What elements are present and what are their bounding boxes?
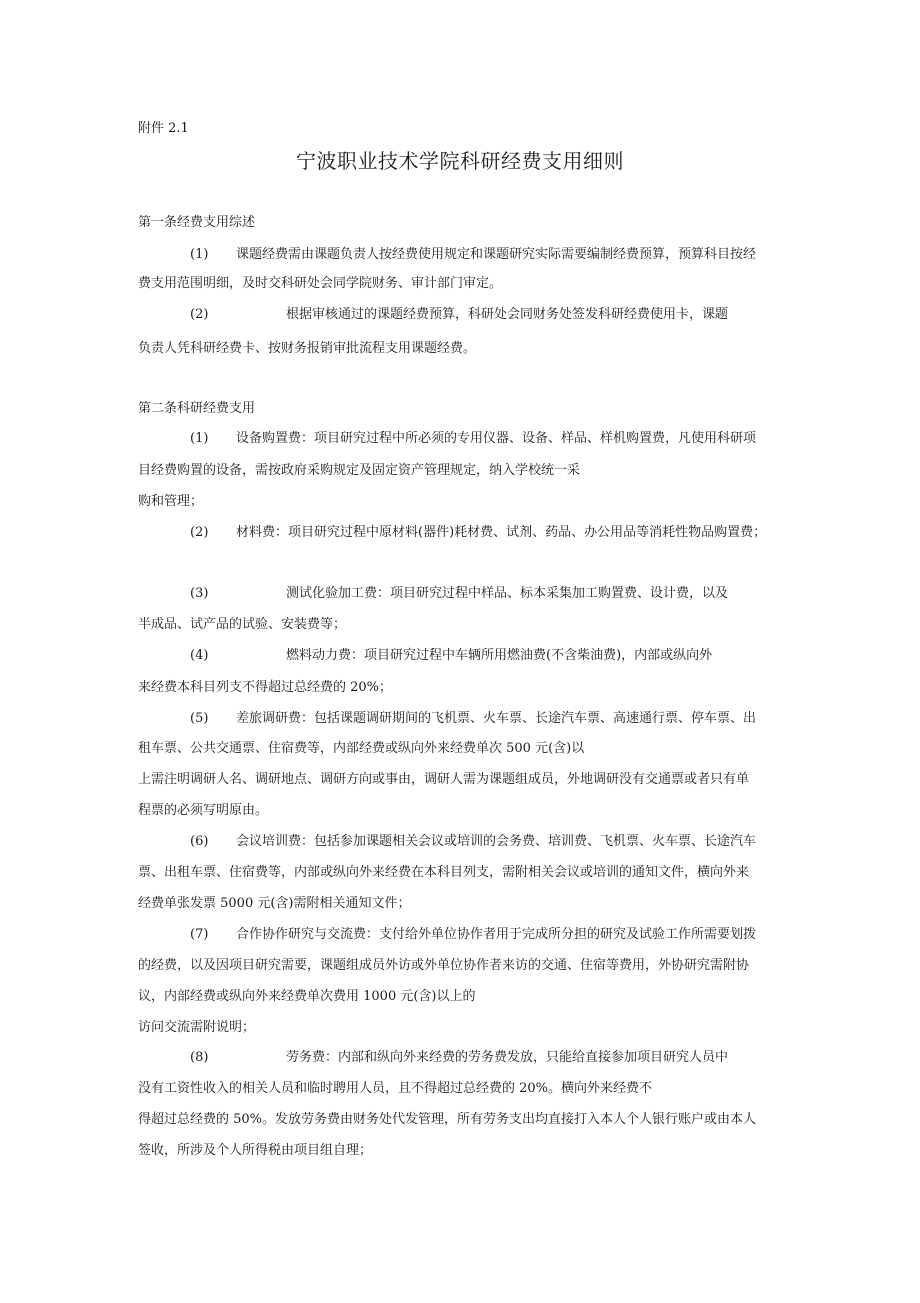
section2-item8-line3: 得超过总经费的 50%。发放劳务费由财务处代发管理，所有劳务支出均直接打入本人个人银行账户或由本人 bbox=[138, 1112, 757, 1127]
section2-item7-line2: 的经费，以及因项目研究需要，课题组成员外访或外单位协作者来访的交通、住宿等费用，外协研究需附协 bbox=[138, 958, 750, 973]
section2-item1-line3: 购和管理； bbox=[138, 494, 204, 509]
section2-item6-line3: 经费单张发票 5000 元(含)需附相关通知文件； bbox=[138, 896, 411, 911]
section2-item4-line1: 燃料动力费：项目研究过程中车辆所用燃油费(不含柴油费)，内部或纵向外 bbox=[286, 648, 713, 663]
section2-item1-line1: 设备购置费：项目研究过程中所必须的专用仪器、设备、样品、样机购置费，凡使用科研项 bbox=[236, 431, 757, 446]
section2-item5-line3: 上需注明调研人名、调研地点、调研方向或事由，调研人需为课题组成员，外地调研没有交通票或者只有单 bbox=[138, 772, 750, 787]
attachment-label: 附件 2.1 bbox=[138, 121, 189, 136]
section2-item8-line1: 劳务费：内部和纵向外来经费的劳务费发放，只能给直接参加项目研究人员中 bbox=[286, 1050, 729, 1065]
section2-item6-line2: 票、出租车票、住宿费等，内部或纵向外来经费在本科目列支，需附相关会议或培训的通知文件，横向外来 bbox=[138, 865, 750, 880]
section2-item3-number: (3) bbox=[190, 586, 209, 601]
section2-item6-line1: 会议培训费：包括参加课题相关会议或培训的会务费、培训费、飞机票、火车票、长途汽车 bbox=[236, 834, 757, 849]
section2-item4-line2: 来经费本科目列支不得超过总经费的 20%； bbox=[138, 680, 393, 695]
document-title: 宁波职业技术学院科研经费支用细则 bbox=[296, 149, 624, 173]
section1-item1-number: (1) bbox=[190, 247, 209, 262]
section2-item5-line4: 程票的必须写明原由。 bbox=[138, 803, 269, 818]
section2-item5-line1: 差旅调研费：包括课题调研期间的飞机票、火车票、长途汽车票、高速通行票、停车票、出 bbox=[236, 711, 757, 726]
section2-item7-line4: 访问交流需附说明； bbox=[138, 1020, 256, 1035]
section2-item3-line1: 测试化验加工费：项目研究过程中样品、标本采集加工购置费、设计费，以及 bbox=[286, 586, 729, 601]
section2-item2-line1: 材料费：项目研究过程中原材料(器件)耗材费、试剂、药品、办公用品等消耗性物品购置费； bbox=[236, 525, 767, 540]
section2-item1-line2: 目经费购置的设备，需按政府采购规定及固定资产管理规定，纳入学校统一采 bbox=[138, 463, 581, 478]
section2-item4-number: (4) bbox=[190, 648, 209, 663]
section1-heading: 第一条经费支用综述 bbox=[138, 215, 256, 230]
section1-item2-line1: 根据审核通过的课题经费预算，科研处会同财务处签发科研经费使用卡，课题 bbox=[286, 307, 729, 322]
section2-item2-number: (2) bbox=[190, 525, 209, 540]
section2-item3-line2: 半成品、试产品的试验、安装费等； bbox=[138, 617, 347, 632]
section2-item5-line2: 租车票、公共交通票、住宿费等，内部经费或纵向外来经费单次 500 元(含)以 bbox=[138, 741, 585, 756]
section2-item6-number: (6) bbox=[190, 834, 209, 849]
section1-item2-number: (2) bbox=[190, 307, 209, 322]
section1-item1-line2: 费支用范围明细，及时交科研处会同学院财务、审计部门审定。 bbox=[138, 276, 503, 291]
section2-item8-line4: 签收，所涉及个人所得税由项目组自理； bbox=[138, 1143, 373, 1158]
section1-item1-line1: 课题经费需由课题负责人按经费使用规定和课题研究实际需要编制经费预算，预算科目按经 bbox=[236, 247, 757, 262]
section2-item8-number: (8) bbox=[190, 1050, 209, 1065]
section2-item8-line2: 没有工资性收入的相关人员和临时聘用人员，且不得超过总经费的 20%。横向外来经费不 bbox=[138, 1081, 653, 1096]
section2-item7-number: (7) bbox=[190, 927, 209, 942]
section1-item2-line2: 负责人凭科研经费卡、按财务报销审批流程支用课题经费。 bbox=[138, 341, 477, 356]
section2-item7-line3: 议，内部经费或纵向外来经费单次费用 1000 元(含)以上的 bbox=[138, 989, 476, 1004]
section2-item1-number: (1) bbox=[190, 431, 209, 446]
section2-item7-line1: 合作协作研究与交流费：支付给外单位协作者用于完成所分担的研究及试验工作所需要划拨 bbox=[236, 927, 757, 942]
section2-item5-number: (5) bbox=[190, 711, 209, 726]
section2-heading: 第二条科研经费支用 bbox=[138, 401, 256, 416]
